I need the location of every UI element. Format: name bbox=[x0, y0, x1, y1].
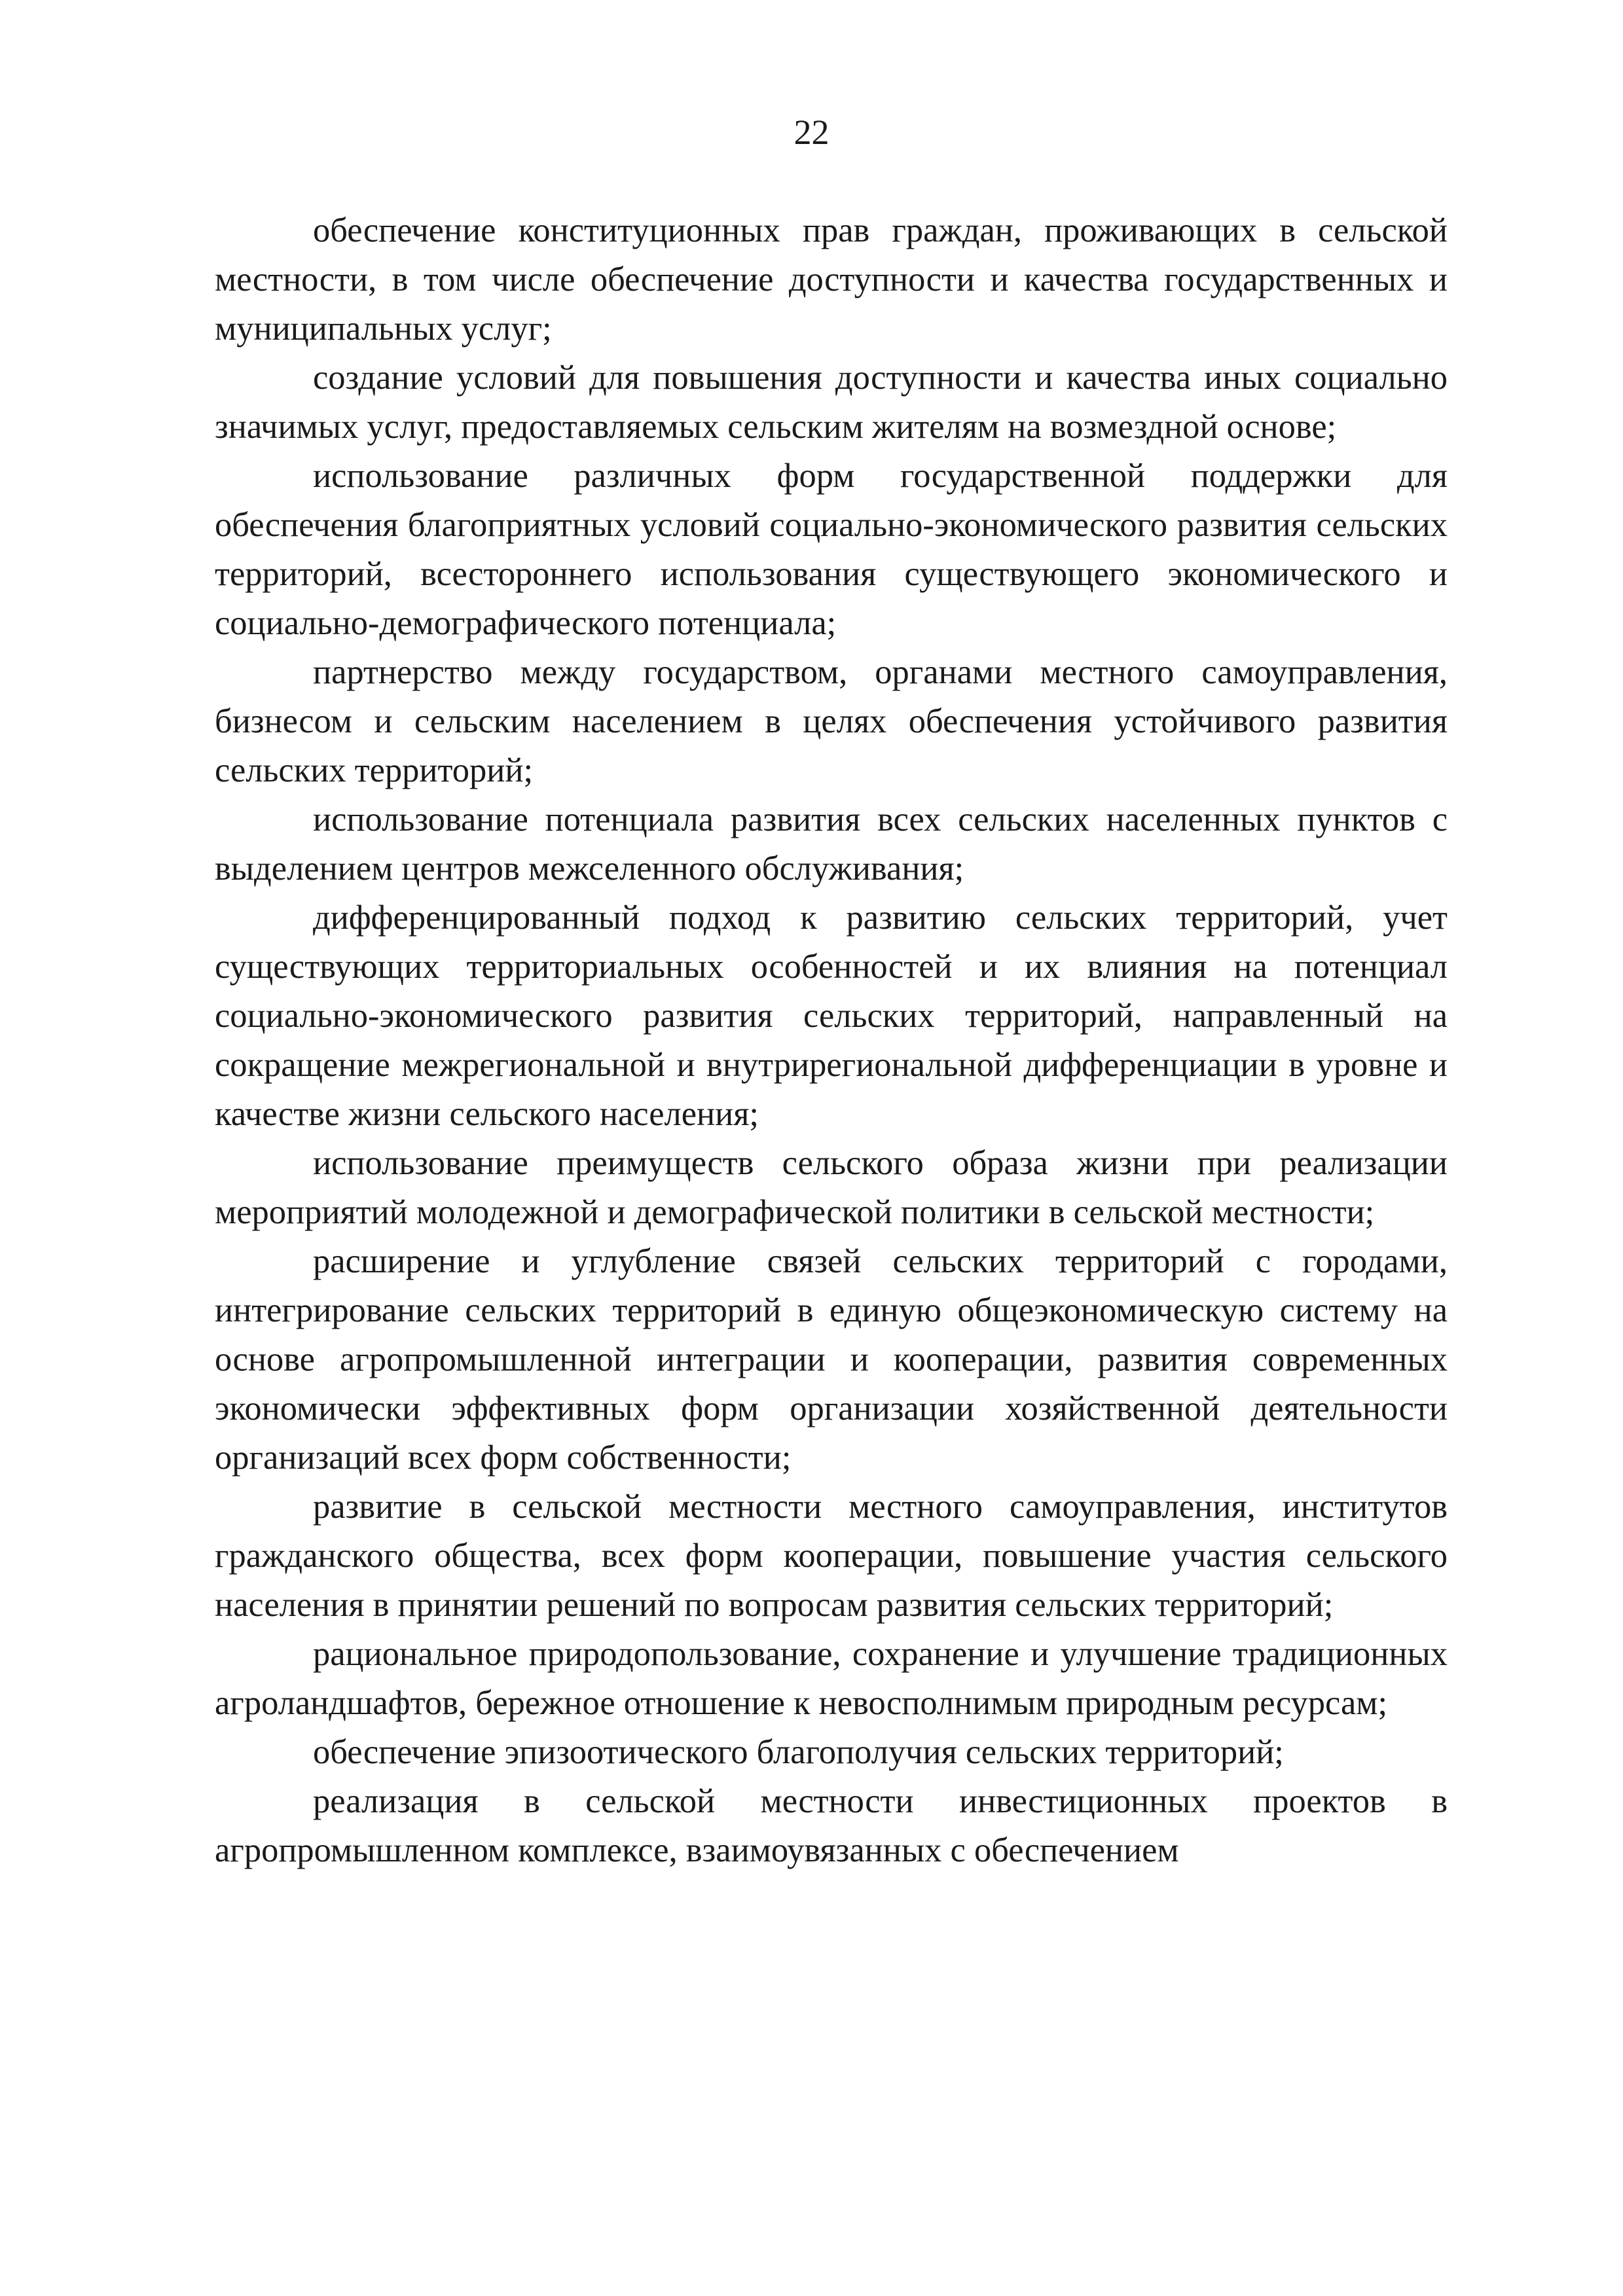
paragraph: создание условий для повышения доступности и качества иных социально значимых услуг, предоставляемых сельским жителям на возмездной основе; bbox=[215, 359, 1448, 446]
paragraph: обеспечение эпизоотического благополучия сельских территорий; bbox=[313, 1733, 1284, 1771]
paragraph: обеспечение конституционных прав граждан, проживающих в сельской местности, в том числе обеспечение доступности и качества государственных и муниципальных услуг; bbox=[215, 211, 1448, 348]
paragraph: использование преимуществ сельского образа жизни при реализации мероприятий молодежной и демографической политики в сельской местности; bbox=[215, 1144, 1448, 1231]
paragraph: расширение и углубление связей сельских территорий с городами, интегрирование сельских территорий в единую общеэкономическую систему на основе агропромышленной интеграции и кооперации, развития современных экономически эффективных форм организации хозяйственной деятельности организаций всех форм собственности; bbox=[215, 1242, 1448, 1477]
paragraph: партнерство между государством, органами местного самоуправления, бизнесом и сельским населением в целях обеспечения устойчивого развития сельских территорий; bbox=[215, 653, 1448, 789]
paragraph: использование потенциала развития всех сельских населенных пунктов с выделением центров межселенного обслуживания; bbox=[215, 800, 1448, 888]
paragraph: реализация в сельской местности инвестиционных проектов в агропромышленном комплексе, взаимоувязанных с обеспечением bbox=[215, 1782, 1448, 1869]
paragraph: развитие в сельской местности местного самоуправления, институтов гражданского общества, всех форм кооперации, повышение участия сельского населения в принятии решений по вопросам развития сельских территорий; bbox=[215, 1488, 1448, 1624]
paragraph: рациональное природопользование, сохранение и улучшение традиционных агроландшафтов, бережное отношение к невосполнимым природным ресурсам; bbox=[215, 1635, 1448, 1722]
page-number: 22 bbox=[793, 113, 830, 152]
document-body bbox=[215, 206, 1448, 1875]
paragraph: дифференцированный подход к развитию сельских территорий, учет существующих территориальных особенностей и их влияния на потенциал социально-экономического развития сельских территорий, направленный на сокращение межрегиональной и внутрирегиональной дифференциации в уровне и качестве жизни сельского населения; bbox=[215, 899, 1448, 1133]
paragraph: использование различных форм государственной поддержки для обеспечения благоприятных условий социально-экономического развития сельских территорий, всестороннего использования существующего экономического и социально-демографического потенциала; bbox=[215, 457, 1448, 642]
